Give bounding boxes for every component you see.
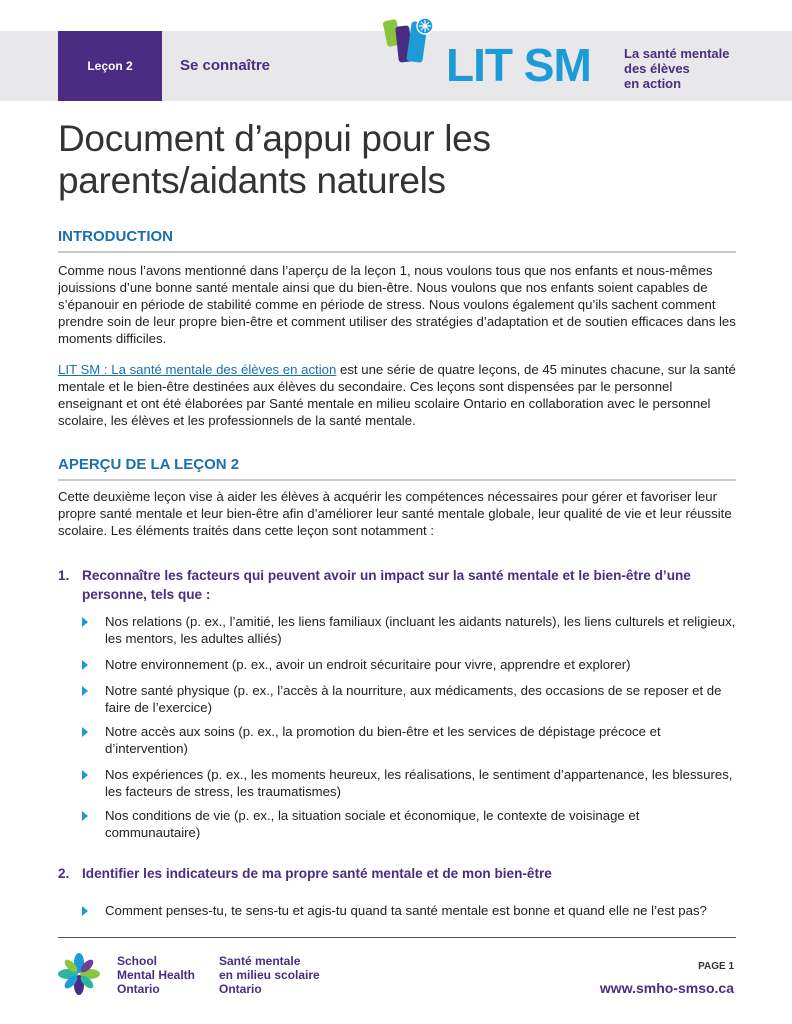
- list-item-1: 1. Reconnaître les facteurs qui peuvent avoir un impact sur la santé mentale et le bien-être d’une personne, tels que :: [58, 568, 691, 602]
- arrow-bullet-icon: [82, 727, 88, 737]
- overview-heading: APERÇU DE LA LEÇON 2: [58, 456, 736, 481]
- page-title: Document d’appui pour les parents/aidants naturels: [58, 118, 491, 201]
- arrow-bullet-icon: [82, 686, 88, 696]
- arrow-bullet-icon: [82, 770, 88, 780]
- introduction-heading: INTRODUCTION: [58, 228, 736, 253]
- lit-sm-logo-icon: [381, 14, 439, 70]
- footer-org-english: School Mental Health Ontario: [117, 954, 196, 996]
- overview-paragraph: Cette deuxième leçon vise à aider les élèves à acquérir les compétences nécessaires pour gérer et favoriser leur propre santé mentale et leur bien-être afin d’améliorer leur santé mentale globale, leur qualité de vie et leur réussite scolaire. Les éléments traités dans cette leçon sont notamment :: [58, 489, 732, 538]
- arrow-bullet-icon: [82, 906, 88, 916]
- list-item: Nos expériences (p. ex., les moments heureux, les réalisations, le sentiment d’appartenance, les blessures, les facteurs de stress, les traumatismes): [82, 766, 738, 800]
- lesson-badge: [58, 31, 162, 101]
- list-item-2: 2. Identifier les indicateurs de ma propre santé mentale et de mon bien-être: [58, 866, 552, 881]
- list-item: Nos conditions de vie (p. ex., la situation sociale et économique, le contexte de voisinage et communautaire): [82, 807, 738, 841]
- page-number: PAGE 1: [698, 961, 734, 972]
- logo-title: LIT SM: [446, 39, 591, 91]
- arrow-bullet-icon: [82, 617, 88, 627]
- list-item: Notre santé physique (p. ex., l’accès à la nourriture, aux médicaments, des occasions de se reposer et de faire de l’exercice): [82, 682, 738, 716]
- smho-logo-icon: [58, 953, 100, 995]
- footer-org-french: Santé mentale en milieu scolaire Ontario: [219, 954, 320, 996]
- introduction-paragraph: Comme nous l’avons mentionné dans l’aperçu de la leçon 1, nous voulons tous que nos enfants et nous-mêmes jouissions d’une bonne santé mentale ainsi que du bien-être. Nous voulons que nos enfants soient capables de s’épanouir en période de stabilité comme en période de stress. Nous voulons également qu’ils sachent comment prendre soin de leur propre bien-être et comment utiliser des stratégies d’adaptation et de soutien efficaces dans les moments difficiles.: [58, 263, 736, 346]
- logo-subtitle: La santé mentale des élèves en action: [624, 46, 730, 91]
- lit-sm-link[interactable]: LIT SM : La santé mentale des élèves en action: [58, 362, 337, 377]
- list-item: Notre accès aux soins (p. ex., la promotion du bien-être et les services de dépistage précoce et d’intervention): [82, 723, 738, 757]
- lesson-label: Leçon 2: [87, 59, 133, 73]
- arrow-bullet-icon: [82, 811, 88, 821]
- arrow-bullet-icon: [82, 660, 88, 670]
- introduction-paragraph-2: LIT SM : La santé mentale des élèves en action est une série de quatre leçons, de 45 minutes chacune, sur la santé mentale et le bien-être destinées aux élèves du secondaire. Ces leçons sont dispensées par le personnel enseignant et ont été élaborées par Santé mentale en milieu scolaire Ontario en collaboration avec le personnel scolaire, les élèves et les professionnels de la santé mentale.: [58, 362, 736, 428]
- footer-divider: [58, 937, 736, 938]
- list-item: Notre environnement (p. ex., avoir un endroit sécuritaire pour vivre, apprendre et explorer): [82, 656, 738, 673]
- footer-url[interactable]: www.smho-smso.ca: [599, 980, 734, 996]
- list-item: Nos relations (p. ex., l’amitié, les liens familiaux (incluant les aidants naturels), les liens culturels et religieux, les mentors, les adultes alliés): [82, 613, 738, 647]
- lesson-topic: Se connaître: [180, 57, 271, 74]
- list-item: Comment penses-tu, te sens-tu et agis-tu quand ta santé mentale est bonne et quand elle ne l’est pas?: [82, 902, 738, 919]
